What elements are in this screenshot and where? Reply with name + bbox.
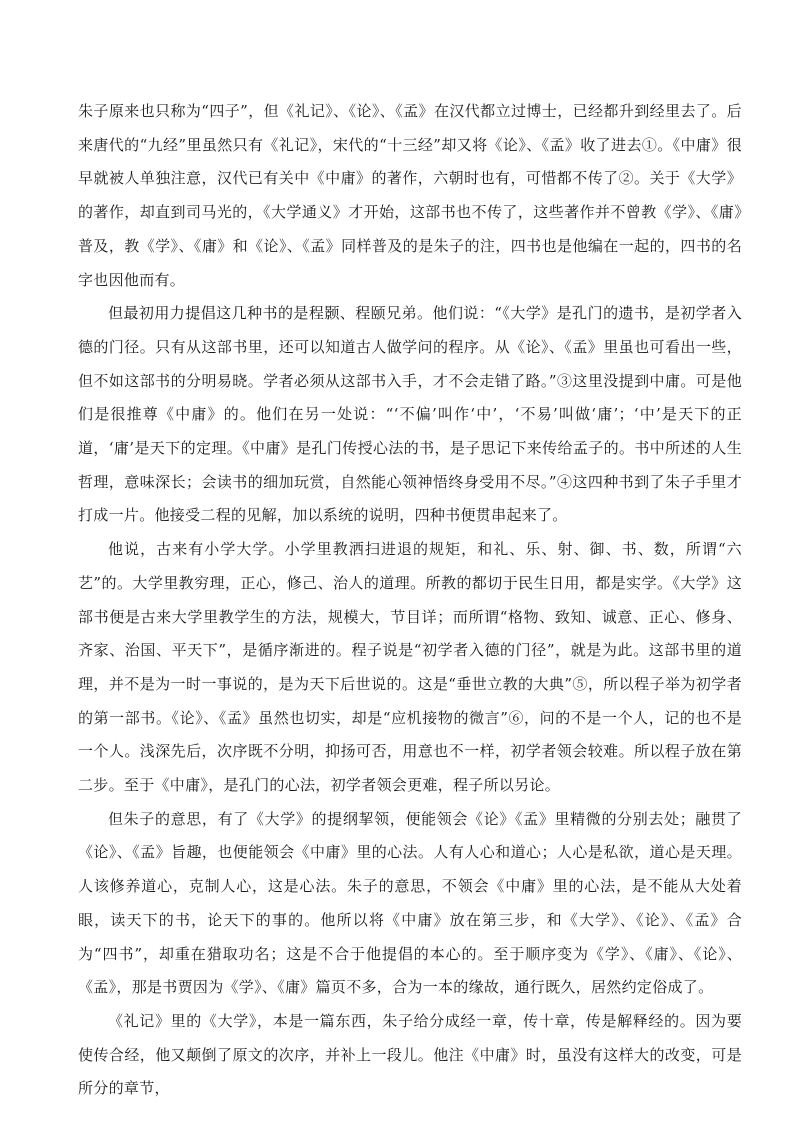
paragraph-2: 但最初用力提倡这几种书的是程颢、程颐兄弟。他们说：“《大学》是孔门的遗书，是初学者入德的门径。只有从这部书里，还可以知道古人做学问的程序。从《论》、《孟》里虽也可看出一些，但不如这部书的分明易晓。学者必须从这部书入手，才不会走错了路。”③这里没提到中庸。可是他们是很推尊《中庸》的。他们在另一处说：“‘不偏’叫作‘中’，‘不易’叫做‘庸’；‘中’是天下的正道，‘庸’是天下的定理。《中庸》是孔门传授心法的书，是子思记下来传给孟子的。书中所述的人生哲理，意味深长；会读书的细加玩赏，自然能心领神悟终身受用不尽。”④这四种书到了朱子手里才打成一片。他接受二程的见解，加以系统的说明，四种书便贯串起来了。 <box>78 304 742 525</box>
paragraph-4: 但朱子的意思，有了《大学》的提纲挈领，便能领会《论》《孟》里精微的分别去处；融贯了《论》、《孟》旨趣，也便能领会《中庸》里的心法。人有人心和道心；人心是私欲，道心是天理。人该修养道心，克制人心，这是心法。朱子的意思，不领会《中庸》里的心法，是不能从大处着眼，读天下的书，论天下的事的。他所以将《中庸》放在第三步，和《大学》、《论》、《孟》合为“四书”，却重在猎取功名；这是不合于他提倡的本心的。至于顺序变为《学》、《庸》、《论》、《孟》，那是书贾因为《学》、《庸》篇页不多，合为一本的缘故，通行既久，居然约定俗成了。 <box>78 809 742 997</box>
paragraph-3: 他说，古来有小学大学。小学里教洒扫进退的规矩，和礼、乐、射、御、书、数，所谓“六艺”的。大学里教穷理，正心，修己、治人的道理。所教的都切于民生日用，都是实学。《大学》这部书便是古来大学里教学生的方法，规模大，节目详；而所谓“格物、致知、诚意、正心、修身、齐家、治国、平天下”，是循序渐进的。程子说是“初学者入德的门径”，就是为此。这部书里的道理，并不是为一时一事说的，是为天下后世说的。这是“垂世立教的大典”⑤，所以程子举为初学者的第一部书。《论》、《孟》虽然也切实，却是“应机接物的微言”⑥，问的不是一个人，记的也不是一个人。浅深先后，次序既不分明，抑扬可否，用意也不一样，初学者领会较难。所以程子放在第二步。至于《中庸》，是孔门的心法，初学者领会更难，程子所以另论。 <box>78 540 742 795</box>
paragraph-1: 朱子原来也只称为“四子”，但《礼记》、《论》、《孟》在汉代都立过博士，已经都升到经里去了。后来唐代的“九经”里虽然只有《礼记》，宋代的“十三经”却又将《论》、《孟》收了进去①。《中庸》很早就被人单独注意，汉代已有关中《中庸》的著作，六朝时也有，可惜都不传了②。关于《大学》的著作，却直到司马光的，《大学通义》才开始，这部书也不传了，这些著作并不曾教《学》、《庸》普及，教《学》、《庸》和《论》、《孟》同样普及的是朱子的注，四书也是他编在一起的，四书的名字也因他而有。 <box>78 102 742 289</box>
paragraph-5: 《礼记》里的《大学》，本是一篇东西，朱子给分成经一章，传十章，传是解释经的。因为要使传合经，他又颠倒了原文的次序，并补上一段儿。他注《中庸》时，虽没有这样大的改变，可是所分的章节， <box>78 1011 742 1098</box>
document-body <box>78 95 742 1106</box>
